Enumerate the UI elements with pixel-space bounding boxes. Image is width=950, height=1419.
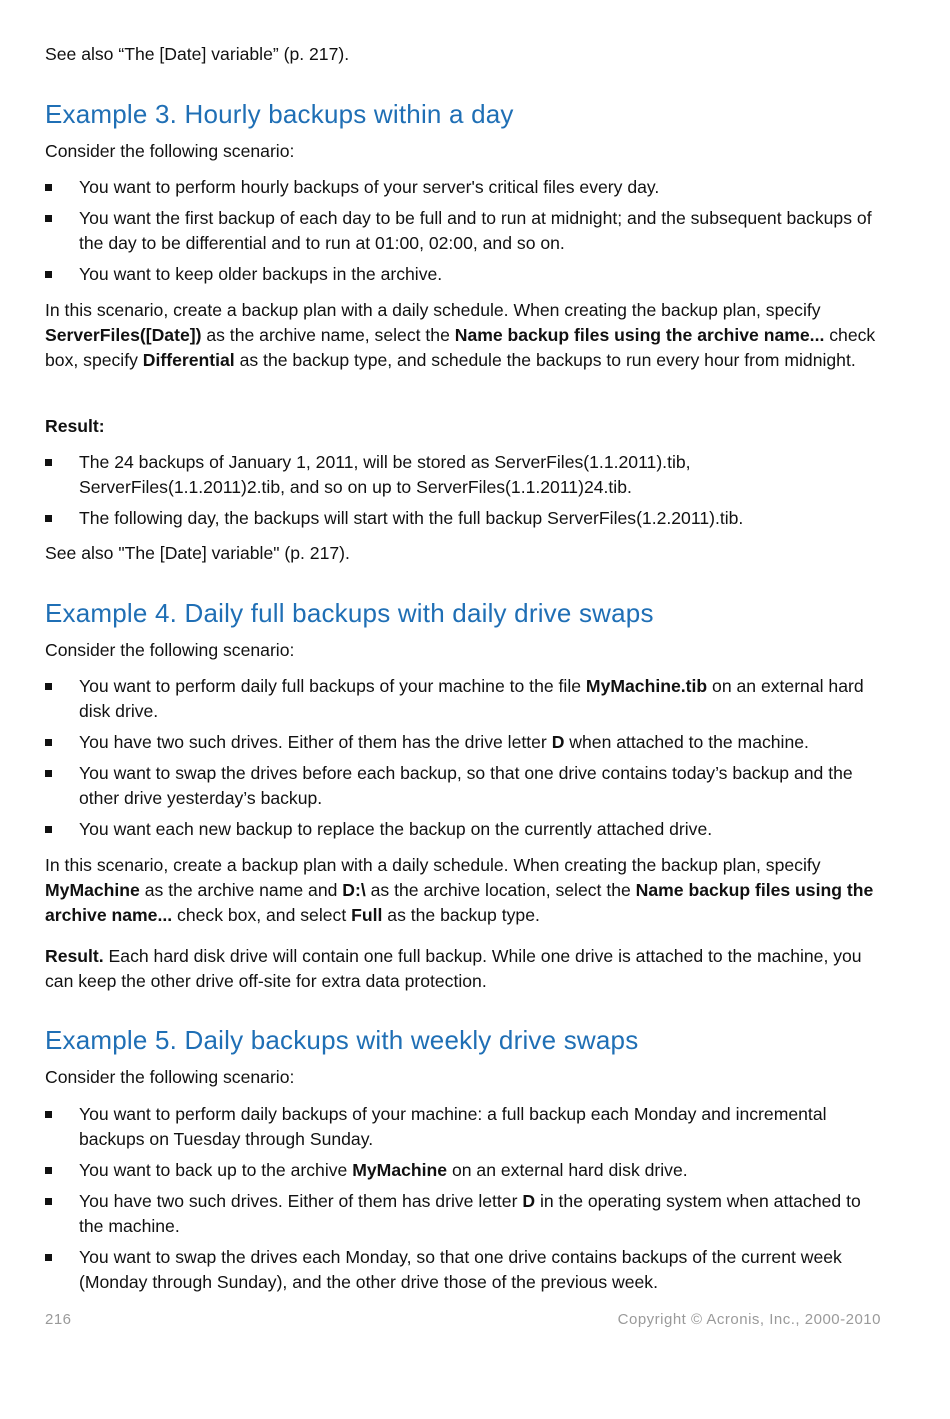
list-item: You want to swap the drives before each backup, so that one drive contains today’s backup and the other drive yesterday’s backup.	[45, 761, 885, 811]
list-item: You want to swap the drives each Monday, so that one drive contains backups of the current week (Monday through Sunday), and the other drive those of the previous week.	[45, 1245, 885, 1295]
see-also-top: See also “The [Date] variable” (p. 217).	[45, 44, 350, 64]
ex4-scenario-list	[45, 674, 885, 848]
ex4-paragraph: In this scenario, create a backup plan with a daily schedule. When creating the backup plan, specify MyMachine as the archive name and D:\ as the archive location, select the Name backup files using the archive name... check box, and select Full as the backup type.	[45, 855, 874, 925]
ex4-intro: Consider the following scenario:	[45, 640, 295, 660]
ex5-scenario-list	[45, 1102, 885, 1301]
list-item: You want to perform daily backups of your machine: a full backup each Monday and incremental backups on Tuesday through Sunday.	[45, 1102, 885, 1152]
page-number: 216	[45, 1311, 72, 1328]
ex3-see-also: See also "The [Date] variable" (p. 217).	[45, 543, 350, 563]
list-item: You want the first backup of each day to be full and to run at midnight; and the subsequent backups of the day to be differential and to run at 01:00, 02:00, and so on.	[45, 206, 885, 256]
ex3-result-list	[45, 450, 885, 537]
heading-example-5: Example 5. Daily backups with weekly drive swaps	[45, 1025, 639, 1055]
ex3-result-label: Result:	[45, 416, 105, 436]
list-item: You want each new backup to replace the backup on the currently attached drive.	[45, 817, 885, 842]
list-item: You have two such drives. Either of them has the drive letter D when attached to the machine.	[45, 730, 885, 755]
ex5-intro: Consider the following scenario:	[45, 1067, 295, 1087]
heading-example-4: Example 4. Daily full backups with daily drive swaps	[45, 598, 654, 628]
list-item: You have two such drives. Either of them has drive letter D in the operating system when attached to the machine.	[45, 1189, 885, 1239]
heading-example-3: Example 3. Hourly backups within a day	[45, 99, 514, 129]
copyright-notice: Copyright © Acronis, Inc., 2000-2010	[617, 1311, 881, 1328]
page-footer	[45, 1311, 881, 1328]
list-item: You want to perform hourly backups of your server's critical files every day.	[45, 175, 885, 200]
list-item: The 24 backups of January 1, 2011, will be stored as ServerFiles(1.1.2011).tib, ServerFiles(1.1.2011)2.tib, and so on up to ServerFiles(1.1.2011)24.tib.	[45, 450, 885, 500]
ex3-scenario-list	[45, 175, 885, 293]
list-item: You want to back up to the archive MyMachine on an external hard disk drive.	[45, 1158, 885, 1183]
ex4-result: Result. Each hard disk drive will contain one full backup. While one drive is attached to the machine, you can keep the other drive off-site for extra data protection.	[45, 946, 862, 991]
list-item: You want to perform daily full backups of your machine to the file MyMachine.tib on an external hard disk drive.	[45, 674, 885, 724]
list-item: You want to keep older backups in the archive.	[45, 262, 885, 287]
list-item: The following day, the backups will start with the full backup ServerFiles(1.2.2011).tib.	[45, 506, 885, 531]
ex3-intro: Consider the following scenario:	[45, 141, 295, 161]
ex3-paragraph: In this scenario, create a backup plan with a daily schedule. When creating the backup plan, specify ServerFiles([Date]) as the archive name, select the Name backup files using the archive name... check box, specify Differential as the backup type, and schedule the backups to run every hour from midnight.	[45, 300, 876, 370]
